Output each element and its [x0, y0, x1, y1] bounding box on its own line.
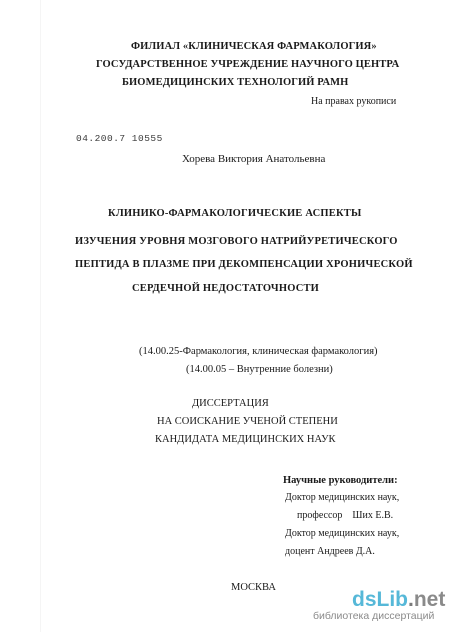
title-line-3: ПЕПТИДА В ПЛАЗМЕ ПРИ ДЕКОМПЕНСАЦИИ ХРОНИЧЕСКОЙ [75, 259, 413, 270]
title-line-4: СЕРДЕЧНОЙ НЕДОСТАТОЧНОСТИ [132, 283, 320, 294]
title-line-1: КЛИНИКО-ФАРМАКОЛОГИЧЕСКИЕ АСПЕКТЫ [108, 208, 362, 219]
specialty-line-2: (14.00.05 – Внутренние болезни) [186, 364, 333, 375]
title-line-2: ИЗУЧЕНИЯ УРОВНЯ МОЗГОВОГО НАТРИЙУРЕТИЧЕСКОГО [75, 236, 398, 247]
institution-line-3: БИОМЕДИЦИНСКИХ ТЕХНОЛОГИЙ РАМН [122, 77, 349, 88]
dslib-subtitle: библиотека диссертаций [313, 610, 435, 622]
supervisor-2-name: доцент Андреев Д.А. [285, 546, 375, 557]
degree-line-1: НА СОИСКАНИЕ УЧЕНОЙ СТЕПЕНИ [157, 416, 338, 427]
city: МОСКВА [231, 582, 276, 593]
logo-lib: Lib [376, 588, 409, 611]
registration-stamp: 04.200.7 10555 [76, 133, 163, 144]
supervisor-2-degree: Доктор медицинских наук, [285, 528, 400, 539]
degree-line-2: КАНДИДАТА МЕДИЦИНСКИХ НАУК [155, 434, 336, 445]
author-name: Хорева Виктория Анатольевна [182, 153, 326, 165]
supervisor-1-name: профессор Ших Е.В. [297, 510, 394, 521]
supervisors-heading: Научные руководители: [283, 475, 398, 486]
scan-artifact [40, 0, 41, 632]
dissertation-label: ДИССЕРТАЦИЯ [192, 398, 269, 409]
dslib-logo [352, 588, 445, 612]
logo-ds: ds [352, 588, 377, 611]
logo-net: net [413, 588, 446, 611]
supervisor-1-degree: Доктор медицинских наук, [285, 492, 400, 503]
specialty-line-1: (14.00.25-Фармакология, клиническая фармакология) [139, 346, 378, 357]
institution-line-2: ГОСУДАРСТВЕННОЕ УЧРЕЖДЕНИЕ НАУЧНОГО ЦЕНТРА [96, 59, 400, 70]
manuscript-rights-note: На правах рукописи [311, 96, 397, 107]
institution-line-1: ФИЛИАЛ «КЛИНИЧЕСКАЯ ФАРМАКОЛОГИЯ» [131, 41, 377, 52]
logo-dot: . [408, 588, 414, 611]
